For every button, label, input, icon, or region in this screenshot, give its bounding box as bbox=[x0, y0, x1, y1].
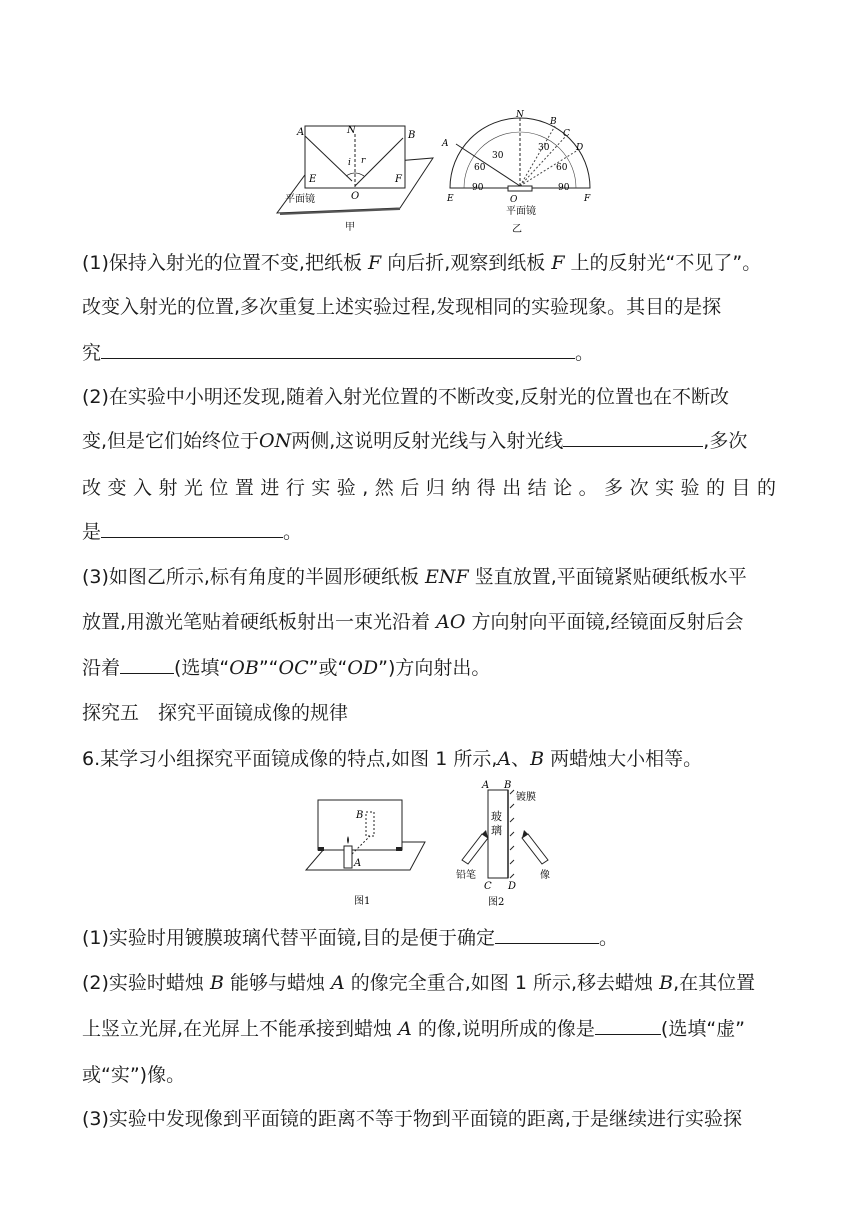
text: 两蜡烛大小相等。 bbox=[544, 748, 703, 770]
label-e: E bbox=[309, 174, 317, 185]
figure-1 bbox=[300, 792, 430, 910]
scale-right-30: 30 bbox=[538, 143, 550, 153]
q6-p2-line3: 或“实”)像。 bbox=[82, 1064, 186, 1086]
var-f: F bbox=[368, 252, 382, 274]
mirror-label: 平面镜 bbox=[285, 194, 315, 205]
glass-label-1: 玻 bbox=[491, 810, 502, 823]
caption-jia: 甲 bbox=[345, 222, 355, 233]
label-c: C bbox=[563, 129, 570, 139]
coating-label: 镀膜 bbox=[516, 792, 536, 803]
section-heading: 探究五 探究平面镜成像的规律 bbox=[82, 702, 349, 724]
text: 。 bbox=[283, 521, 303, 543]
var-ob: OB bbox=[229, 657, 259, 679]
text: 、 bbox=[511, 748, 531, 770]
scale-right-60: 60 bbox=[556, 163, 568, 173]
q6-p1 bbox=[82, 925, 782, 951]
text: 6.某学习小组探究平面镜成像的特点,如图 1 所示, bbox=[82, 748, 498, 770]
figure-2 bbox=[448, 778, 568, 910]
text: (1)保持入射光的位置不变,把纸板 bbox=[82, 252, 368, 274]
label-b: B bbox=[504, 780, 512, 791]
q5-p1-line2: 改变入射光的位置,多次重复上述实验过程,发现相同的实验现象。其目的是探 bbox=[82, 296, 722, 318]
label-a: A bbox=[297, 127, 305, 138]
text: 变,但是它们始终位于 bbox=[82, 430, 260, 452]
label-c: C bbox=[484, 881, 492, 892]
label-o: O bbox=[351, 191, 360, 202]
label-a: A bbox=[354, 858, 362, 869]
q5-p3-line1 bbox=[82, 564, 782, 590]
var-on: ON bbox=[259, 430, 292, 452]
q6-p2-line1 bbox=[82, 970, 782, 996]
q5-p2-line3: 改变入射光位置进行实验,然后归纳得出结论。多次实验的目的 bbox=[82, 477, 782, 499]
text: 两侧,这说明反射光线与入射光线 bbox=[291, 430, 564, 452]
mirror-label: 平面镜 bbox=[506, 206, 536, 217]
text: 上竖立光屏,在光屏上不能承接到蜡烛 bbox=[82, 1018, 399, 1040]
label-b: B bbox=[550, 117, 557, 127]
text: ”“ bbox=[258, 657, 279, 679]
q6-intro bbox=[82, 746, 782, 772]
glass-label-2: 璃 bbox=[491, 824, 502, 837]
var-ao: AO bbox=[436, 611, 466, 633]
scale-left-60: 60 bbox=[474, 163, 486, 173]
text: 的像,说明所成的像是 bbox=[411, 1018, 595, 1040]
text: 沿着 bbox=[82, 657, 121, 679]
text: 能够与蜡烛 bbox=[223, 972, 332, 994]
text: 竖直放置,平面镜紧贴硬纸板水平 bbox=[468, 566, 747, 588]
text: (选填“ bbox=[174, 657, 230, 679]
label-d: D bbox=[508, 881, 517, 892]
q5-p2-line4 bbox=[82, 519, 782, 545]
label-o: O bbox=[510, 195, 518, 205]
text: 。 bbox=[598, 927, 618, 949]
text: ,多次 bbox=[703, 430, 748, 452]
var-b: B bbox=[530, 748, 545, 770]
figure-jia bbox=[275, 118, 435, 236]
caption-fig2: 图2 bbox=[488, 897, 505, 908]
label-f: F bbox=[584, 194, 591, 204]
q6-p3-line1: (3)实验中发现像到平面镜的距离不等于物到平面镜的距离,于是继续进行实验探 bbox=[82, 1108, 742, 1130]
q5-p2-line1: (2)在实验中小明还发现,随着入射光位置的不断改变,反射光的位置也在不断改 bbox=[82, 386, 729, 408]
text: ”或“ bbox=[308, 657, 348, 679]
answer-blank[interactable] bbox=[101, 519, 283, 538]
text: 方向射向平面镜,经镜面反射后会 bbox=[465, 611, 744, 633]
text: 上的反射光“不见了”。 bbox=[564, 252, 762, 274]
scale-right-90: 90 bbox=[558, 183, 570, 193]
text: 向后折,观察到纸板 bbox=[381, 252, 552, 274]
text: 。 bbox=[575, 342, 595, 364]
answer-blank[interactable] bbox=[101, 340, 575, 359]
answer-blank[interactable] bbox=[595, 1016, 661, 1035]
text: ,在其位置 bbox=[673, 972, 756, 994]
q5-p3-line2 bbox=[82, 609, 782, 635]
label-a: A bbox=[482, 780, 490, 791]
label-b: B bbox=[408, 130, 416, 141]
var-oc: OC bbox=[278, 657, 309, 679]
var-od: OD bbox=[347, 657, 379, 679]
var-b: B bbox=[659, 972, 674, 994]
label-n: N bbox=[516, 110, 524, 120]
label-b: B bbox=[356, 810, 364, 821]
var-enf: ENF bbox=[425, 566, 469, 588]
q6-p2-line2 bbox=[82, 1016, 782, 1042]
label-e: E bbox=[447, 194, 454, 204]
scale-left-30: 30 bbox=[492, 151, 504, 161]
q5-p1-line1 bbox=[82, 250, 782, 276]
q5-p3-line3 bbox=[82, 655, 782, 681]
text: (3)如图乙所示,标有角度的半圆形硬纸板 bbox=[82, 566, 425, 588]
text: 放置,用激光笔贴着硬纸板射出一束光沿着 bbox=[82, 611, 437, 633]
q5-p2-line2 bbox=[82, 428, 782, 454]
label-r: r bbox=[361, 156, 366, 166]
answer-blank[interactable] bbox=[495, 925, 599, 944]
text: (1)实验时用镀膜玻璃代替平面镜,目的是便于确定 bbox=[82, 927, 495, 949]
text: (2)实验时蜡烛 bbox=[82, 972, 210, 994]
answer-blank[interactable] bbox=[563, 428, 703, 447]
answer-blank[interactable] bbox=[120, 655, 174, 674]
image-label: 像 bbox=[540, 870, 550, 881]
figure-yi bbox=[440, 108, 600, 238]
label-a: A bbox=[442, 139, 449, 149]
label-n: N bbox=[347, 125, 356, 136]
label-d: D bbox=[576, 143, 584, 153]
var-f: F bbox=[551, 252, 565, 274]
text: 究 bbox=[82, 342, 102, 364]
var-b: B bbox=[209, 972, 224, 994]
var-a: A bbox=[331, 972, 345, 994]
caption-yi: 乙 bbox=[512, 224, 522, 235]
text: 是 bbox=[82, 521, 102, 543]
q5-p1-line3 bbox=[82, 340, 782, 366]
scale-left-90: 90 bbox=[472, 183, 484, 193]
label-f: F bbox=[395, 174, 402, 185]
text: ”)方向射出。 bbox=[378, 657, 491, 679]
var-a: A bbox=[398, 1018, 412, 1040]
caption-fig1: 图1 bbox=[354, 896, 371, 907]
label-i: i bbox=[348, 158, 351, 168]
var-a: A bbox=[497, 748, 512, 770]
text: 的像完全重合,如图 1 所示,移去蜡烛 bbox=[344, 972, 660, 994]
pencil-label: 铅笔 bbox=[456, 870, 476, 881]
text: (选填“虚” bbox=[660, 1018, 746, 1040]
